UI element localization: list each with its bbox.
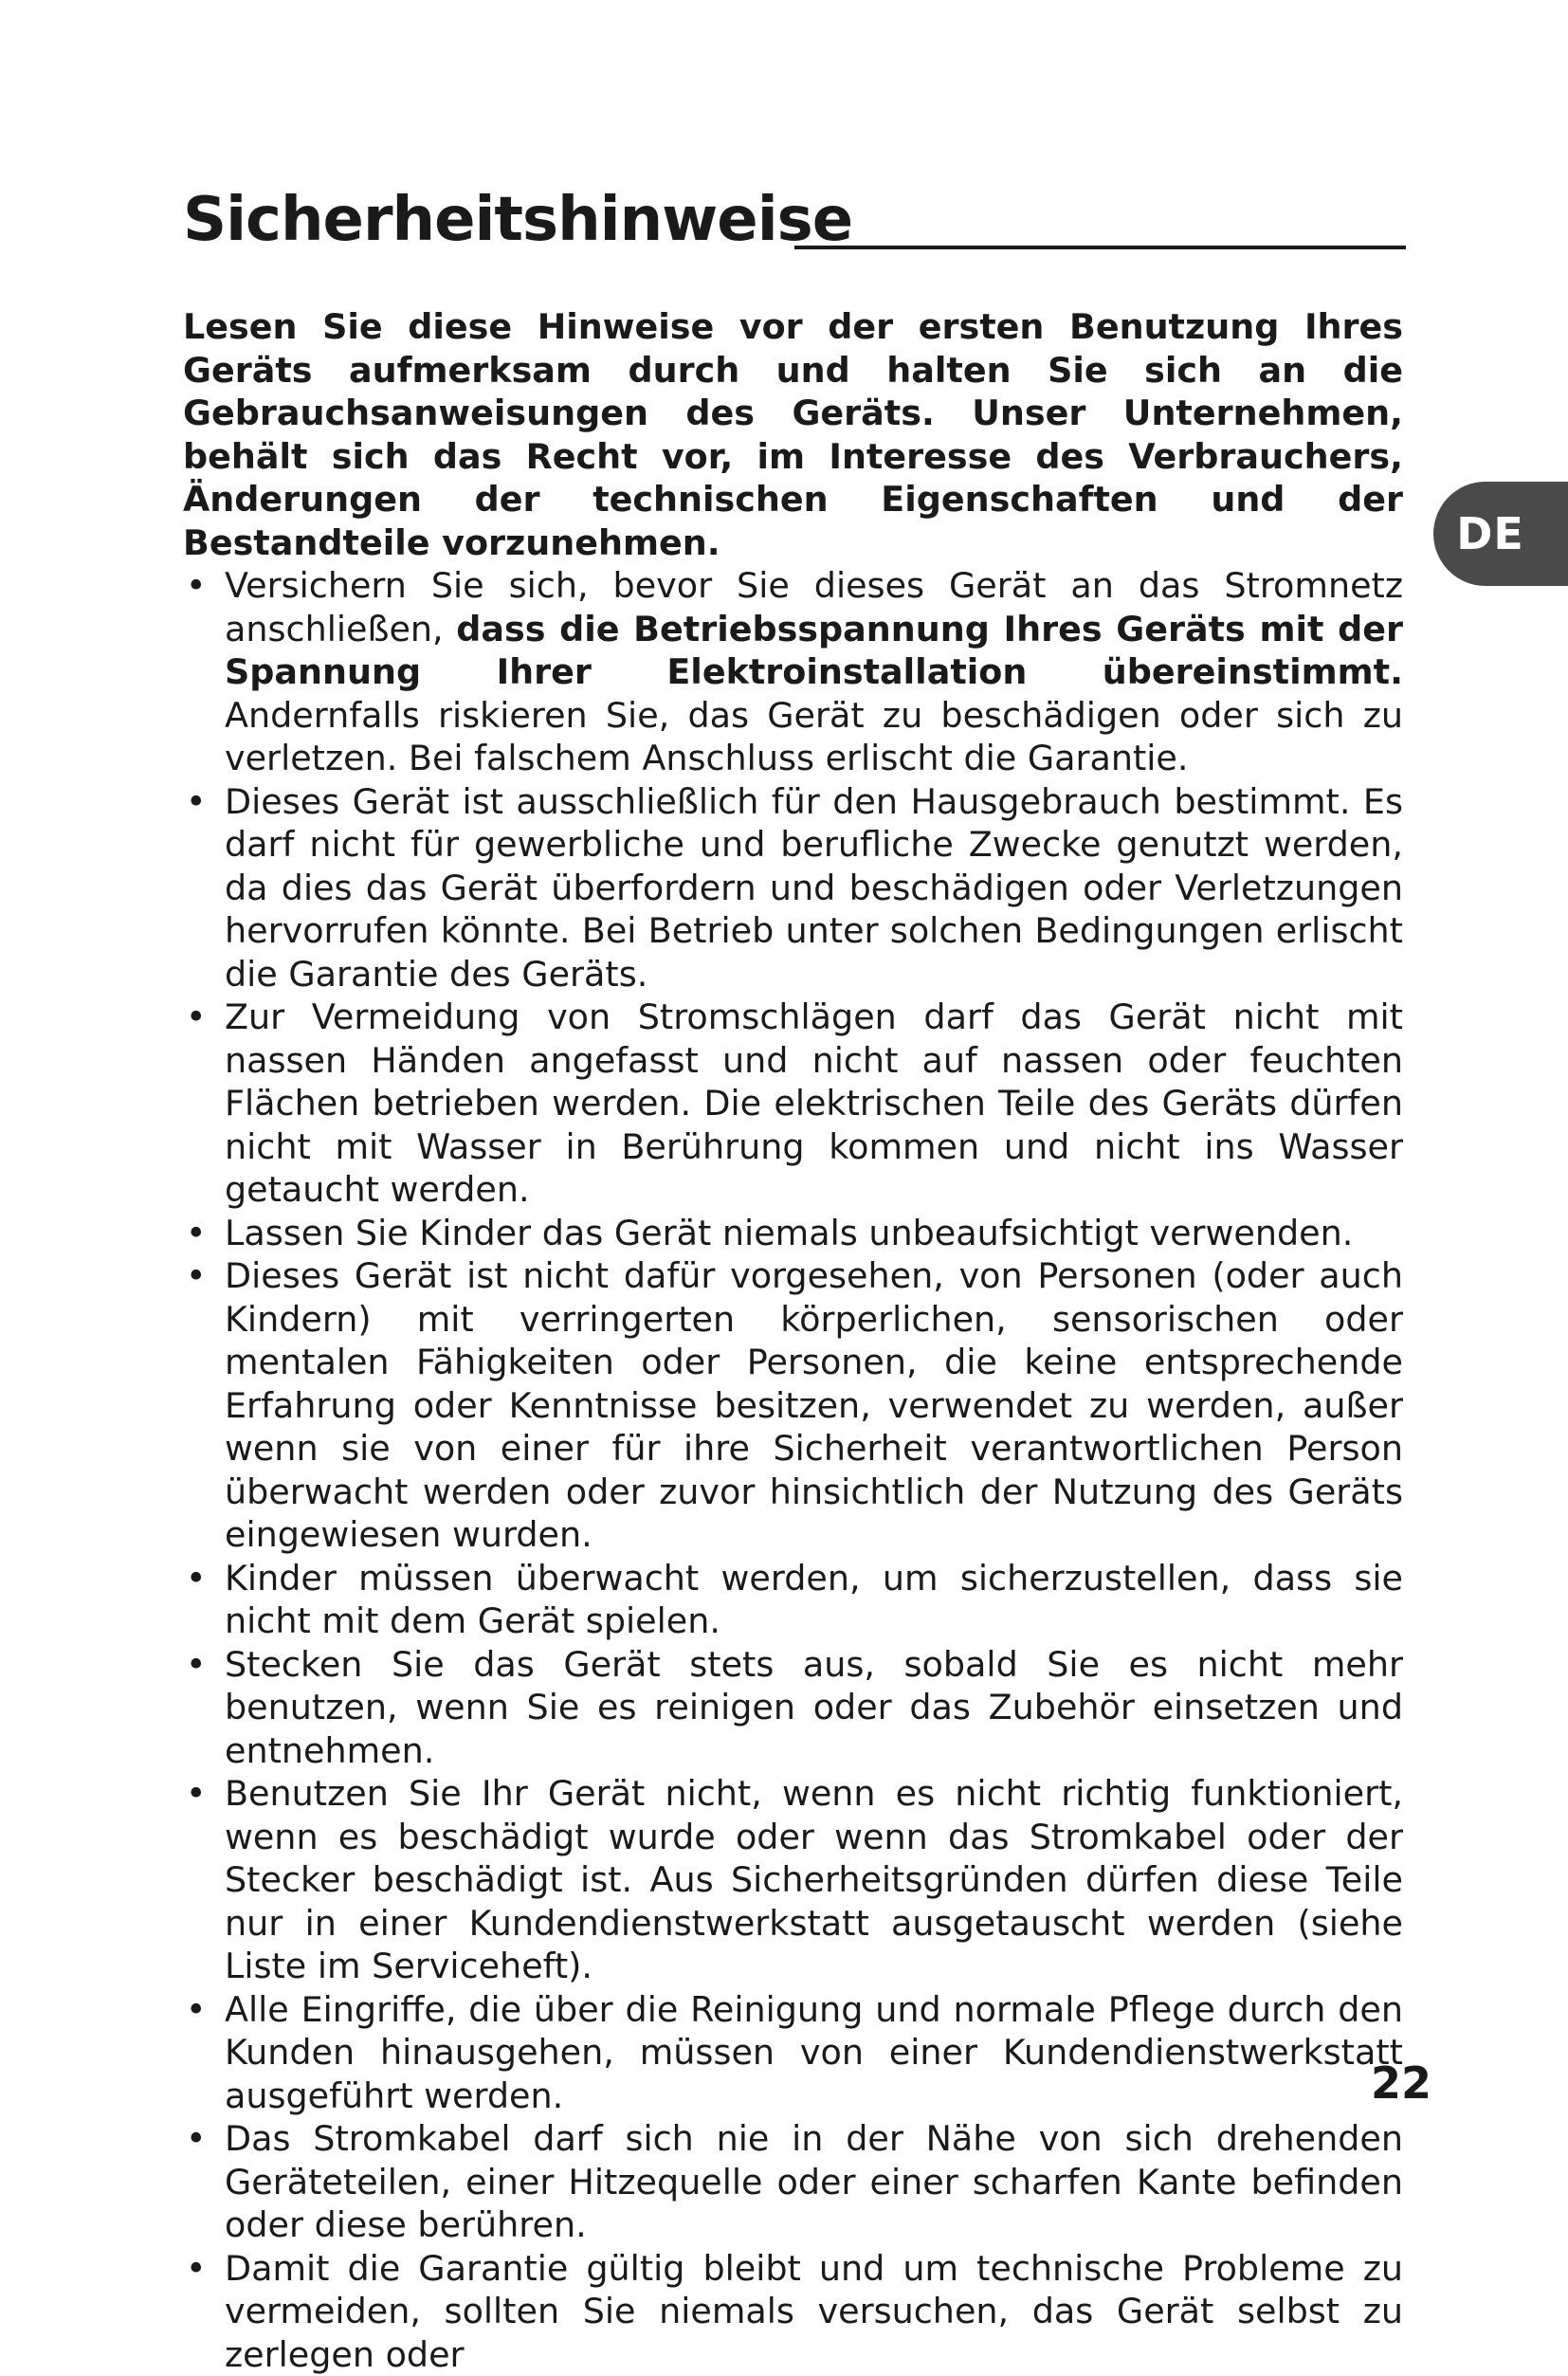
list-item <box>183 1643 1403 1773</box>
bullet-icon: • <box>186 1254 207 1298</box>
document-body <box>183 305 1403 2376</box>
page-title: Sicherheitshinweise <box>183 185 852 255</box>
language-tab: DE <box>1433 482 1568 586</box>
title-underline <box>794 246 1406 249</box>
item-text: Damit die Garantie gültig bleibt und um technische Probleme zu vermeiden, sollten Sie niemals versuchen, das Gerät selbst zu zerlegen oder <box>225 2248 1403 2375</box>
intro-paragraph: Lesen Sie diese Hinweise vor der ersten Benutzung Ihres Geräts aufmerksam durch und halten Sie sich an die Gebrauchsanweisungen des Geräts. Unser Unternehmen, behält sich das Recht vor, im Interesse des Verbrauchers, Änderungen der technischen Eigenschaften und der Bestandteile vorzunehmen. <box>183 305 1403 564</box>
list-item <box>183 1772 1403 1988</box>
bullet-icon: • <box>186 564 207 608</box>
bullet-icon: • <box>186 780 207 824</box>
list-item <box>183 1212 1403 1255</box>
item-text: Zur Vermeidung von Stromschlägen darf das Gerät nicht mit nassen Händen angefasst und nicht auf nassen oder feuchten Flächen betrieben werden. Die elektrischen Teile des Geräts dürfen nicht mit Wasser in Berührung kommen und nicht ins Wasser getaucht werden. <box>225 996 1403 1210</box>
list-item <box>183 2117 1403 2247</box>
page-number: 22 <box>1318 2057 1431 2109</box>
bullet-icon: • <box>186 1557 207 1600</box>
list-item <box>183 1254 1403 1557</box>
item-text: Versichern Sie sich, bevor Sie dieses Gerät an das Stromnetz anschließen, <box>225 565 1403 649</box>
bullet-icon: • <box>186 2247 207 2291</box>
list-item <box>183 1557 1403 1643</box>
list-item <box>183 2247 1403 2376</box>
list-item <box>183 564 1403 780</box>
bullet-icon: • <box>186 1212 207 1255</box>
bullet-icon: • <box>186 1988 207 2032</box>
item-text: Dieses Gerät ist nicht dafür vorgesehen, von Personen (oder auch Kindern) mit verringerten körperlichen, sensorischen oder mentalen Fähigkeiten oder Personen, die keine entsprechende Erfahrung oder Kenntnisse besitzen, verwendet zu werden, außer wenn sie von einer für ihre Sicherheit verantwortlichen Person überwacht werden oder zuvor hinsichtlich der Nutzung des Geräts eingewiesen wurden. <box>225 1255 1403 1555</box>
item-text: Stecken Sie das Gerät stets aus, sobald Sie es nicht mehr benutzen, wenn Sie es reinigen oder das Zubehör einsetzen und entnehmen. <box>225 1644 1403 1771</box>
item-text: Alle Eingriffe, die über die Reinigung und normale Pflege durch den Kunden hinausgehen, müssen von einer Kundendienstwerkstatt ausgeführt werden. <box>225 1989 1403 2116</box>
safety-list <box>183 564 1403 2376</box>
list-item <box>183 996 1403 1212</box>
list-item <box>183 780 1403 996</box>
item-text: Das Stromkabel darf sich nie in der Nähe von sich drehenden Geräteteilen, einer Hitzequelle oder einer scharfen Kante befinden oder diese berühren. <box>225 2118 1403 2245</box>
page-header <box>183 185 1406 261</box>
bullet-icon: • <box>186 996 207 1039</box>
bullet-icon: • <box>186 2117 207 2161</box>
item-text: Lassen Sie Kinder das Gerät niemals unbeaufsichtigt verwenden. <box>225 1213 1353 1253</box>
item-text-emphasis: dass die Betriebsspannung Ihres Geräts mit der Spannung Ihrer Elektroinstallation übereinstimmt. <box>225 609 1403 693</box>
item-text: Andernfalls riskieren Sie, das Gerät zu beschädigen oder sich zu verletzen. Bei falschem Anschluss erlischt die Garantie. <box>225 695 1403 779</box>
bullet-icon: • <box>186 1643 207 1687</box>
bullet-icon: • <box>186 1772 207 1816</box>
item-text: Benutzen Sie Ihr Gerät nicht, wenn es nicht richtig funktioniert, wenn es beschädigt wurde oder wenn das Stromkabel oder der Stecker beschädigt ist. Aus Sicherheitsgründen dürfen diese Teile nur in einer Kundendienstwerkstatt ausgetauscht werden (siehe Liste im Serviceheft). <box>225 1773 1403 1986</box>
list-item <box>183 1988 1403 2118</box>
item-text: Dieses Gerät ist ausschließlich für den Hausgebrauch bestimmt. Es darf nicht für gewerbliche und berufliche Zwecke genutzt werden, da dies das Gerät überfordern und beschädigen oder Verletzungen hervorrufen könnte. Bei Betrieb unter solchen Bedingungen erlischt die Garantie des Geräts. <box>225 781 1403 995</box>
item-text: Kinder müssen überwacht werden, um sicherzustellen, dass sie nicht mit dem Gerät spielen. <box>225 1558 1403 1642</box>
